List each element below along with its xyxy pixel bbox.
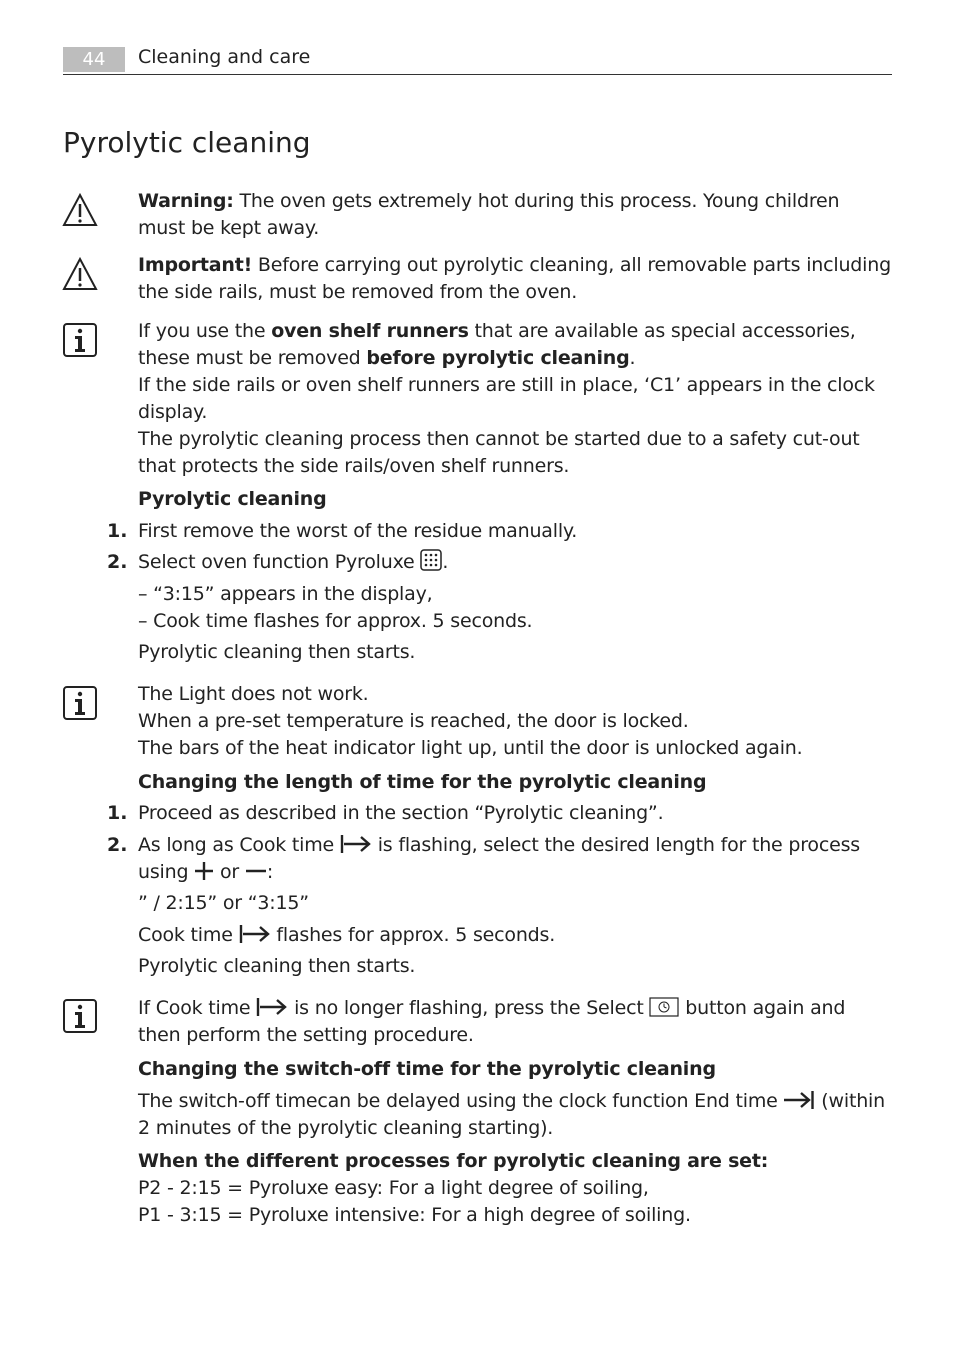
info1-bold1: oven shelf runners [271, 320, 469, 342]
procedure1-heading: Pyrolytic cleaning [138, 488, 327, 510]
cook-time-icon [340, 834, 372, 854]
page-title: Pyrolytic cleaning [63, 126, 311, 159]
important-text [138, 252, 892, 306]
procedure2-flash-b: flashes for approx. 5 seconds. [270, 924, 556, 946]
warning-icon [62, 192, 98, 228]
procedure2-step2-b: is flashing, select the desired length for the process [371, 834, 860, 856]
info2-block [138, 681, 892, 762]
info-icon [62, 685, 98, 721]
section-title: Cleaning and care [138, 46, 311, 68]
processes-heading: When the different processes for pyrolytic cleaning are set: [138, 1150, 769, 1172]
step-number: 2. [107, 834, 128, 856]
header-rule [63, 74, 892, 75]
warning-icon [62, 256, 98, 292]
info2-line1: The Light does not work. [138, 683, 369, 705]
procedure2-flash-a: Cook time [138, 924, 239, 946]
important-body: Before carrying out pyrolytic cleaning, all removable parts including the side rails, must be removed from the oven. [138, 254, 891, 303]
procedure2-step2-e: : [266, 861, 274, 883]
info1-mid: that are available as special accessories, these must be removed [138, 320, 856, 369]
info1-post: . [629, 347, 636, 369]
info1-line3: The pyrolytic cleaning process then cannot be started due to a safety cut-out that protects the side rails/oven shelf runners. [138, 428, 860, 477]
procedure1-result: Pyrolytic cleaning then starts. [138, 641, 416, 663]
info-icon [62, 998, 98, 1034]
warning-text [138, 188, 892, 242]
cook-time-icon [256, 997, 288, 1017]
info2-line3: The bars of the heat indicator light up, until the door is unlocked again. [138, 737, 803, 759]
procedure2-flash [138, 922, 892, 949]
page-number: 44 [63, 47, 125, 72]
warning-label: Warning: [138, 190, 234, 212]
procedure2-values: ” / 2:15” or “3:15” [138, 892, 309, 914]
procedure1-dash1: – “3:15” appears in the display, [138, 583, 433, 605]
procedure3-b: (within [815, 1090, 885, 1112]
procedure2-heading: Changing the length of time for the pyrolytic cleaning [138, 771, 707, 793]
procedure3-block [138, 1088, 892, 1142]
info1-block [138, 318, 892, 480]
procedure2-step1: Proceed as described in the section “Pyrolytic cleaning”. [138, 802, 664, 824]
procedure2-step2-a: As long as Cook time [138, 834, 340, 856]
procedure2-step2 [138, 832, 892, 886]
procedure2-step2-d: or [214, 861, 245, 883]
info2-line2: When a pre-set temperature is reached, the door is locked. [138, 710, 689, 732]
info1-bold2: before pyrolytic cleaning [366, 347, 630, 369]
step-number: 1. [107, 520, 128, 542]
processes-p1: P1 - 3:15 = Pyroluxe intensive: For a high degree of soiling. [138, 1204, 691, 1226]
procedure1-step2-text: Select oven function Pyroluxe [138, 551, 421, 573]
procedure1-step1: First remove the worst of the residue manually. [138, 520, 578, 542]
info3-b: is no longer flashing, press the Select [288, 997, 650, 1019]
info3-a: If Cook time [138, 997, 257, 1019]
processes-p2: P2 - 2:15 = Pyroluxe easy: For a light degree of soiling, [138, 1177, 649, 1199]
info3-c: button again and [679, 997, 846, 1019]
info-icon [62, 322, 98, 358]
procedure3-a: The switch-off timecan be delayed using the clock function End time [138, 1090, 784, 1112]
procedure3-line2: 2 minutes of the pyrolytic cleaning starting). [138, 1117, 554, 1139]
info1-pre: If you use the [138, 320, 272, 342]
end-time-icon [783, 1090, 815, 1110]
procedure1-step2 [138, 549, 892, 576]
procedure2-step2-c: using [138, 861, 195, 883]
info3-block [138, 995, 892, 1049]
info3-line2: then perform the setting procedure. [138, 1024, 474, 1046]
step-number: 2. [107, 551, 128, 573]
procedure3-heading: Changing the switch-off time for the pyrolytic cleaning [138, 1058, 716, 1080]
cook-time-icon [239, 924, 271, 944]
select-button-icon [649, 997, 679, 1017]
procedure1-step2-end: . [442, 551, 449, 573]
procedure2-result: Pyrolytic cleaning then starts. [138, 955, 416, 977]
info1-line2: If the side rails or oven shelf runners are still in place, ‘C1’ appears in the clock display. [138, 374, 875, 423]
plus-icon [194, 861, 214, 881]
minus-icon [245, 861, 267, 881]
procedure1-dash2: – Cook time flashes for approx. 5 seconds. [138, 610, 533, 632]
warning-body: The oven gets extremely hot during this process. Young children must be kept away. [138, 190, 840, 239]
pyroluxe-icon [420, 549, 442, 571]
important-label: Important! [138, 254, 253, 276]
step-number: 1. [107, 802, 128, 824]
